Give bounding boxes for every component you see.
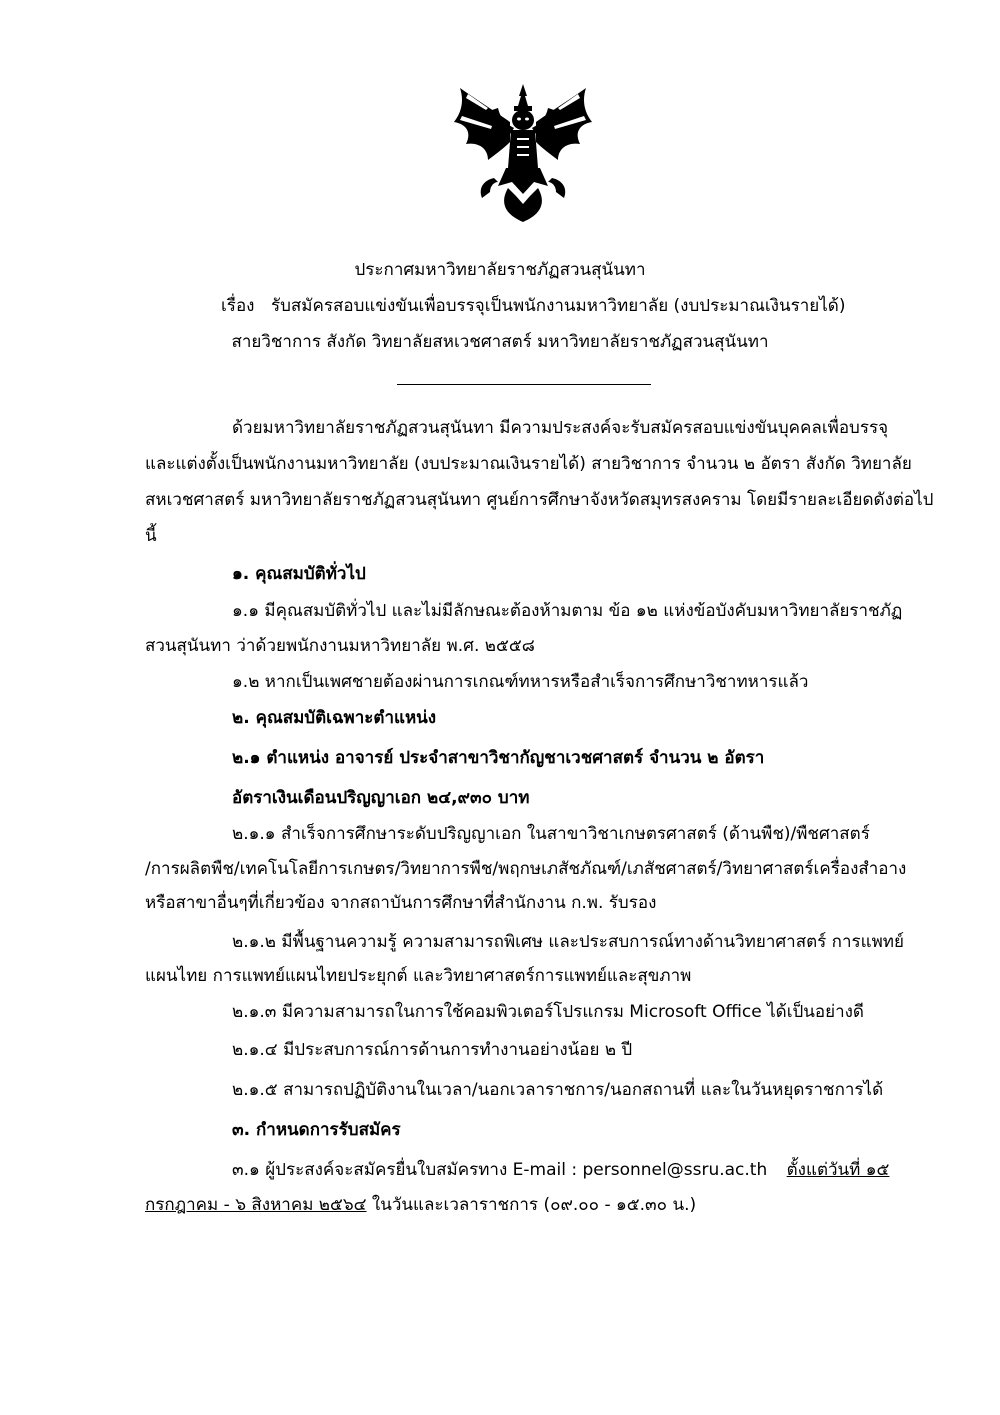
item-3-1-line-2 xyxy=(145,1193,696,1217)
item-2-1-1-line-3: หรือสาขาอื่นๆที่เกี่ยวข้อง จากสถาบันการศึกษาที่สำนักงาน ก.พ. รับรอง xyxy=(145,893,657,913)
date-end: กรกฎาคม - ๖ สิงหาคม ๒๕๖๔ xyxy=(145,1195,367,1215)
item-1-1-line-1: ๑.๑ มีคุณสมบัติทั่วไป และไม่มีลักษณะต้องห้ามตาม ข้อ ๑๒ แห่งข้อบังคับมหาวิทยาลัยราชภัฏ xyxy=(232,601,903,621)
item-2-1-1-line-1: ๒.๑.๑ สำเร็จการศึกษาระดับปริญญาเอก ในสาขาวิชาเกษตรศาสตร์ (ด้านพืช)/พืชศาสตร์ xyxy=(232,824,870,844)
salary-line: อัตราเงินเดือนปริญญาเอก ๒๔,๙๓๐ บาท xyxy=(232,788,530,808)
intro-line-1: ด้วยมหาวิทยาลัยราชภัฏสวนสุนันทา มีความประสงค์จะรับสมัครสอบแข่งขันบุคคลเพื่อบรรจุ xyxy=(232,418,889,438)
item-3-1-prefix: ๓.๑ ผู้ประสงค์จะสมัครยื่นใบสมัครทาง E-mail : personnel@ssru.ac.th xyxy=(232,1160,768,1180)
subject-text: รับสมัครสอบแข่งขันเพื่อบรรจุเป็นพนักงานมหาวิทยาลัย (งบประมาณเงินรายได้) xyxy=(271,296,846,316)
item-2-1-5: ๒.๑.๕ สามารถปฏิบัติงานในเวลา/นอกเวลาราชการ/นอกสถานที่ และในวันหยุดราชการได้ xyxy=(232,1080,884,1100)
garuda-emblem-icon xyxy=(448,82,598,224)
intro-line-3: สหเวชศาสตร์ มหาวิทยาลัยราชภัฏสวนสุนันทา ศูนย์การศึกษาจังหวัดสมุทรสงคราม โดยมีรายละเอียดดังต่อไป xyxy=(145,490,934,510)
subject-affiliation: สายวิชาการ สังกัด วิทยาลัยสหเวชศาสตร์ มหาวิทยาลัยราชภัฏสวนสุนันทา xyxy=(231,332,769,352)
intro-line-4: นี้ xyxy=(145,526,157,546)
office-hours: ในวันและเวลาราชการ (๐๙.๐๐ - ๑๕.๓๐ น.) xyxy=(366,1195,697,1215)
section-1-heading: ๑. คุณสมบัติทั่วไป xyxy=(232,564,366,584)
item-2-1-1-line-2: /การผลิตพืช/เทคโนโลยีการเกษตร/วิทยาการพืช/พฤกษเภสัชภัณฑ์/เภสัชศาสตร์/วิทยาศาสตร์เครื่องสำอาง xyxy=(145,859,907,879)
item-2-1-2-line-2: แผนไทย การแพทย์แผนไทยประยุกต์ และวิทยาศาสตร์การแพทย์และสุขภาพ xyxy=(145,966,692,986)
header-divider xyxy=(397,384,651,385)
item-1-1-line-2: สวนสุนันทา ว่าด้วยพนักงานมหาวิทยาลัย พ.ศ. ๒๕๕๘ xyxy=(145,636,535,656)
item-1-2: ๑.๒ หากเป็นเพศชายต้องผ่านการเกณฑ์ทหารหรือสำเร็จการศึกษาวิชาทหารแล้ว xyxy=(232,672,809,692)
intro-line-2: และแต่งตั้งเป็นพนักงานมหาวิทยาลัย (งบประมาณเงินรายได้) สายวิชาการ จำนวน ๒ อัตรา สังกัด วิทยาลัย xyxy=(145,454,912,474)
section-3-heading: ๓. กำหนดการรับสมัคร xyxy=(232,1120,401,1140)
item-3-1-line-1 xyxy=(232,1158,889,1182)
announcement-title: ประกาศมหาวิทยาลัยราชภัฏสวนสุนันทา xyxy=(354,260,646,280)
item-2-1-2-line-1: ๒.๑.๒ มีพื้นฐานความรู้ ความสามารถพิเศษ และประสบการณ์ทางด้านวิทยาศาสตร์ การแพทย์ xyxy=(232,932,904,952)
item-2-1-4: ๒.๑.๔ มีประสบการณ์การด้านการทำงานอย่างน้อย ๒ ปี xyxy=(232,1040,633,1060)
section-2-heading: ๒. คุณสมบัติเฉพาะตำแหน่ง xyxy=(232,708,437,728)
item-2-1-3: ๒.๑.๓ มีความสามารถในการใช้คอมพิวเตอร์โปรแกรม Microsoft Office ได้เป็นอย่างดี xyxy=(232,1002,864,1022)
position-heading: ๒.๑ ตำแหน่ง อาจารย์ ประจำสาขาวิชากัญชาเวชศาสตร์ จำนวน ๒ อัตรา xyxy=(232,748,765,768)
date-start: ตั้งแต่วันที่ ๑๕ xyxy=(786,1160,890,1180)
subject-label: เรื่อง xyxy=(221,296,255,316)
